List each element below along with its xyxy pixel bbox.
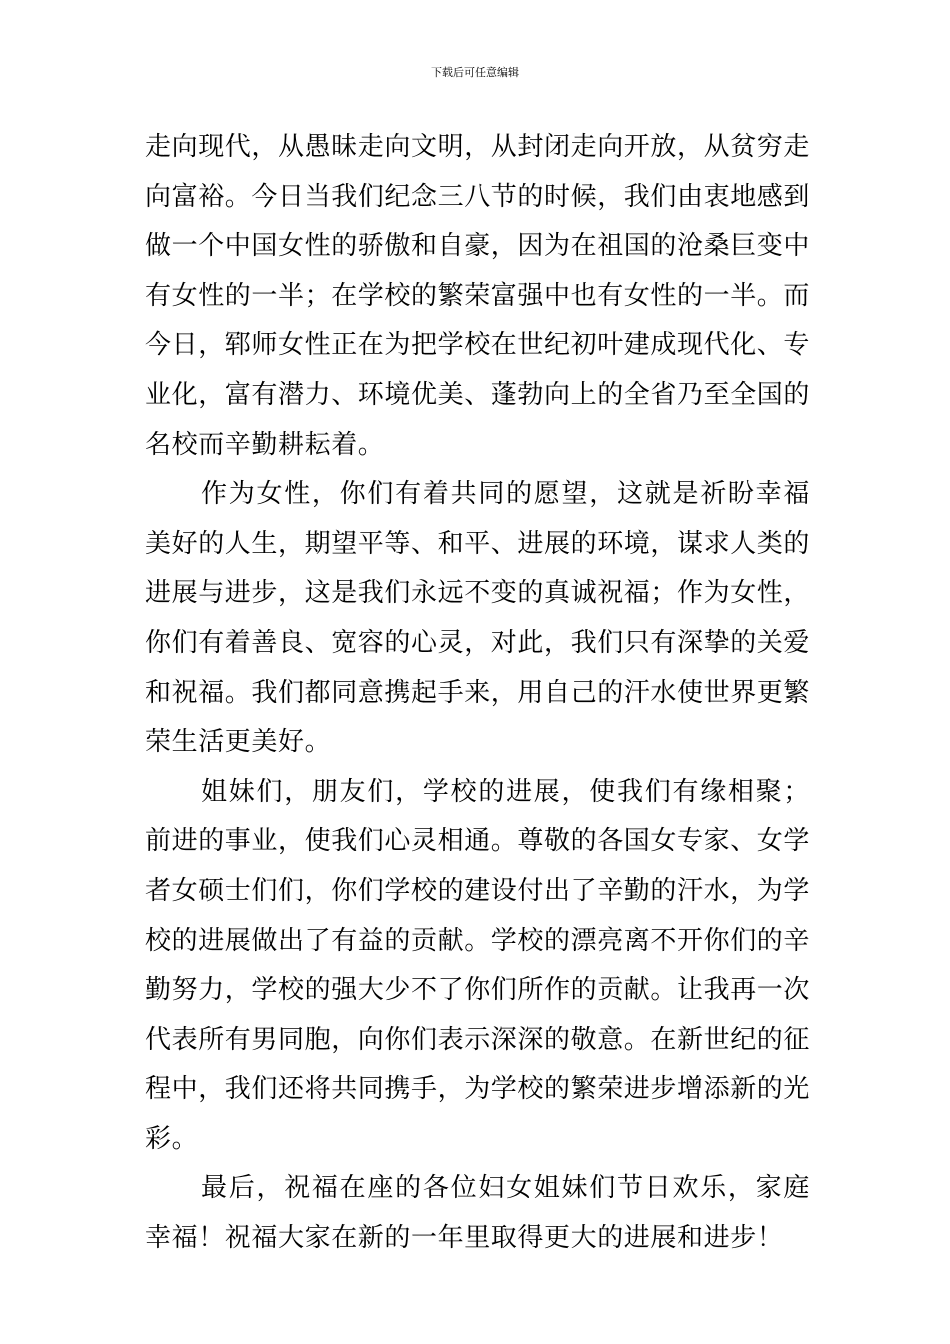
- paragraph: 姐妹们，朋友们，学校的进展，使我们有缘相聚；前进的事业，使我们心灵相通。尊敬的各国女专家、女学者女硕士们们，你们学校的建设付出了辛勤的汗水，为学校的进展做出了有益的贡献。学校的漂亮离不开你们的辛勤努力，学校的强大少不了你们所作的贡献。让我再一次代表所有男同胞，向你们表示深深的敬意。在新世纪的征程中，我们还将共同携手，为学校的繁荣进步增添新的光彩。: [145, 776, 811, 1154]
- page-header: 下载后可任意编辑: [431, 66, 519, 79]
- paragraph-continuation: 走向现代，从愚昧走向文明，从封闭走向开放，从贫穷走向富裕。今日当我们纪念三八节的时候，我们由衷地感到做一个中国女性的骄傲和自豪，因为在祖国的沧桑巨变中有女性的一半；在学校的繁荣富强中也有女性的一半。而今日，郓师女性正在为把学校在世纪初叶建成现代化、专业化，富有潜力、环境优美、蓬勃向上的全省乃至全国的名校而辛勤耕耘着。: [145, 132, 811, 460]
- paragraph: 作为女性，你们有着共同的愿望，这就是祈盼幸福美好的人生，期望平等、和平、进展的环境，谋求人类的进展与进步，这是我们永远不变的真诚祝福；作为女性，你们有着善良、宽容的心灵，对此，我们只有深挚的关爱和祝福。我们都同意携起手来，用自己的汗水使世界更繁荣生活更美好。: [145, 479, 811, 758]
- paragraph: 最后，祝福在座的各位妇女姐妹们节日欢乐，家庭幸福！祝福大家在新的一年里取得更大的进展和进步！: [145, 1173, 810, 1254]
- document-body: [145, 123, 810, 1264]
